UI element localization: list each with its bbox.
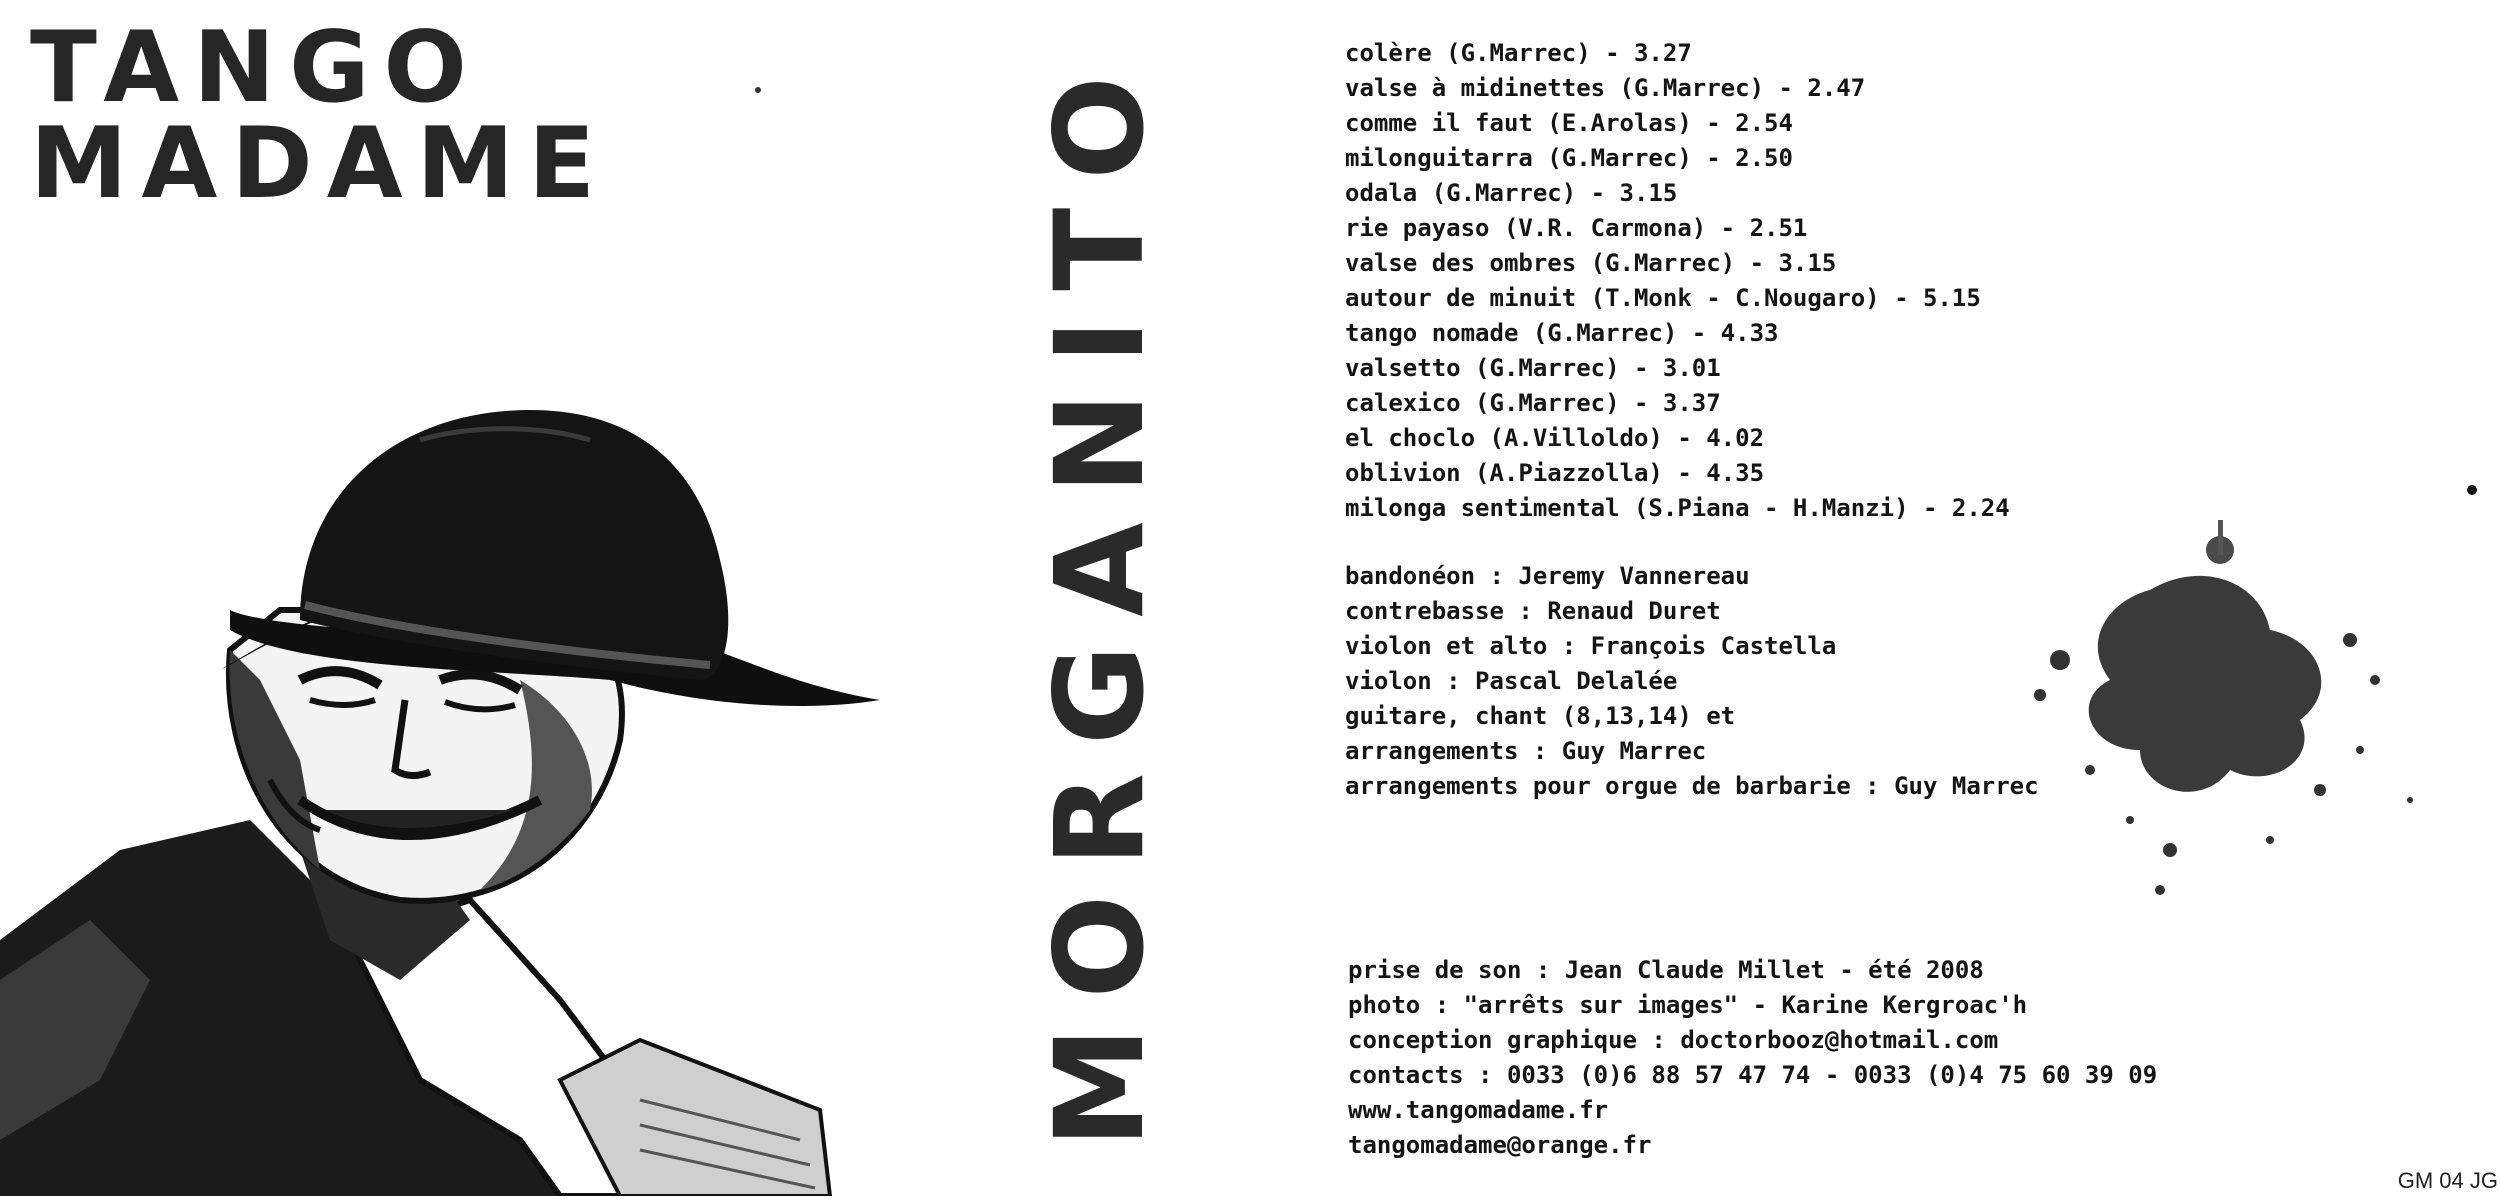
credit-line: contrebasse : Renaud Duret: [1345, 597, 1721, 625]
website-link[interactable]: www.tangomadame.fr: [1348, 1096, 1609, 1124]
production-info: [1348, 953, 2157, 1163]
track-item: valsetto (G.Marrec) - 3.01: [1345, 354, 1721, 382]
track-item: colère (G.Marrec) - 3.27: [1345, 39, 1692, 67]
track-item: odala (G.Marrec) - 3.15: [1345, 179, 1678, 207]
ink-dot-icon: [754, 86, 762, 94]
credit-line: bandonéon : Jeremy Vannereau: [1345, 562, 1750, 590]
info-line: prise de son : Jean Claude Millet - été 2008: [1348, 956, 1984, 984]
track-item: tango nomade (G.Marrec) - 4.33: [1345, 319, 1779, 347]
track-item: comme il faut (E.Arolas) - 2.54: [1345, 109, 1793, 137]
credit-line: guitare, chant (8,13,14) et: [1345, 702, 1736, 730]
info-line: conception graphique : doctorbooz@hotmail.com: [1348, 1026, 1999, 1054]
album-spine: [1010, 0, 1190, 1196]
cover-left-panel: [0, 0, 1000, 1196]
info-line: contacts : 0033 (0)6 88 57 47 74 - 0033 (0)4 75 60 39 09: [1348, 1061, 2158, 1089]
band-name: [30, 11, 610, 222]
track-item: valse à midinettes (G.Marrec) - 2.47: [1345, 74, 1866, 102]
track-item: el choclo (A.Villoldo) - 4.02: [1345, 424, 1765, 452]
track-item: valse des ombres (G.Marrec) - 3.15: [1345, 249, 1837, 277]
credit-line: violon : Pascal Delalée: [1345, 667, 1678, 695]
track-item: oblivion (A.Piazzolla) - 4.35: [1345, 459, 1765, 487]
ink-splatter-icon: [2020, 520, 2440, 920]
band-name-line-2: MADAME: [30, 107, 610, 222]
track-item: milonguitarra (G.Marrec) - 2.50: [1345, 144, 1793, 172]
band-name-line-1: TANGO: [30, 11, 481, 125]
musician-photo: [0, 380, 900, 1196]
credit-line: violon et alto : François Castella: [1345, 632, 1837, 660]
track-item: calexico (G.Marrec) - 3.37: [1345, 389, 1721, 417]
email-link[interactable]: tangomadame@orange.fr: [1348, 1131, 1652, 1159]
track-item: milonga sentimental (S.Piana - H.Manzi) - 2.24: [1345, 494, 2010, 522]
credit-line: arrangements : Guy Marrec: [1345, 737, 1707, 765]
ink-dot-icon: [2466, 484, 2478, 496]
credit-line: arrangements pour orgue de barbarie : Guy Marrec: [1345, 772, 2039, 800]
info-line: photo : "arrêts sur images" - Karine Kergroac'h: [1348, 991, 2028, 1019]
album-title: MORGANITO: [1029, 47, 1172, 1149]
catalog-code: GM 04 JG: [2397, 1168, 2498, 1193]
track-list: [1345, 36, 2475, 526]
track-item: rie payaso (V.R. Carmona) - 2.51: [1345, 214, 1808, 242]
track-item: autour de minuit (T.Monk - C.Nougaro) - 5.15: [1345, 284, 1981, 312]
